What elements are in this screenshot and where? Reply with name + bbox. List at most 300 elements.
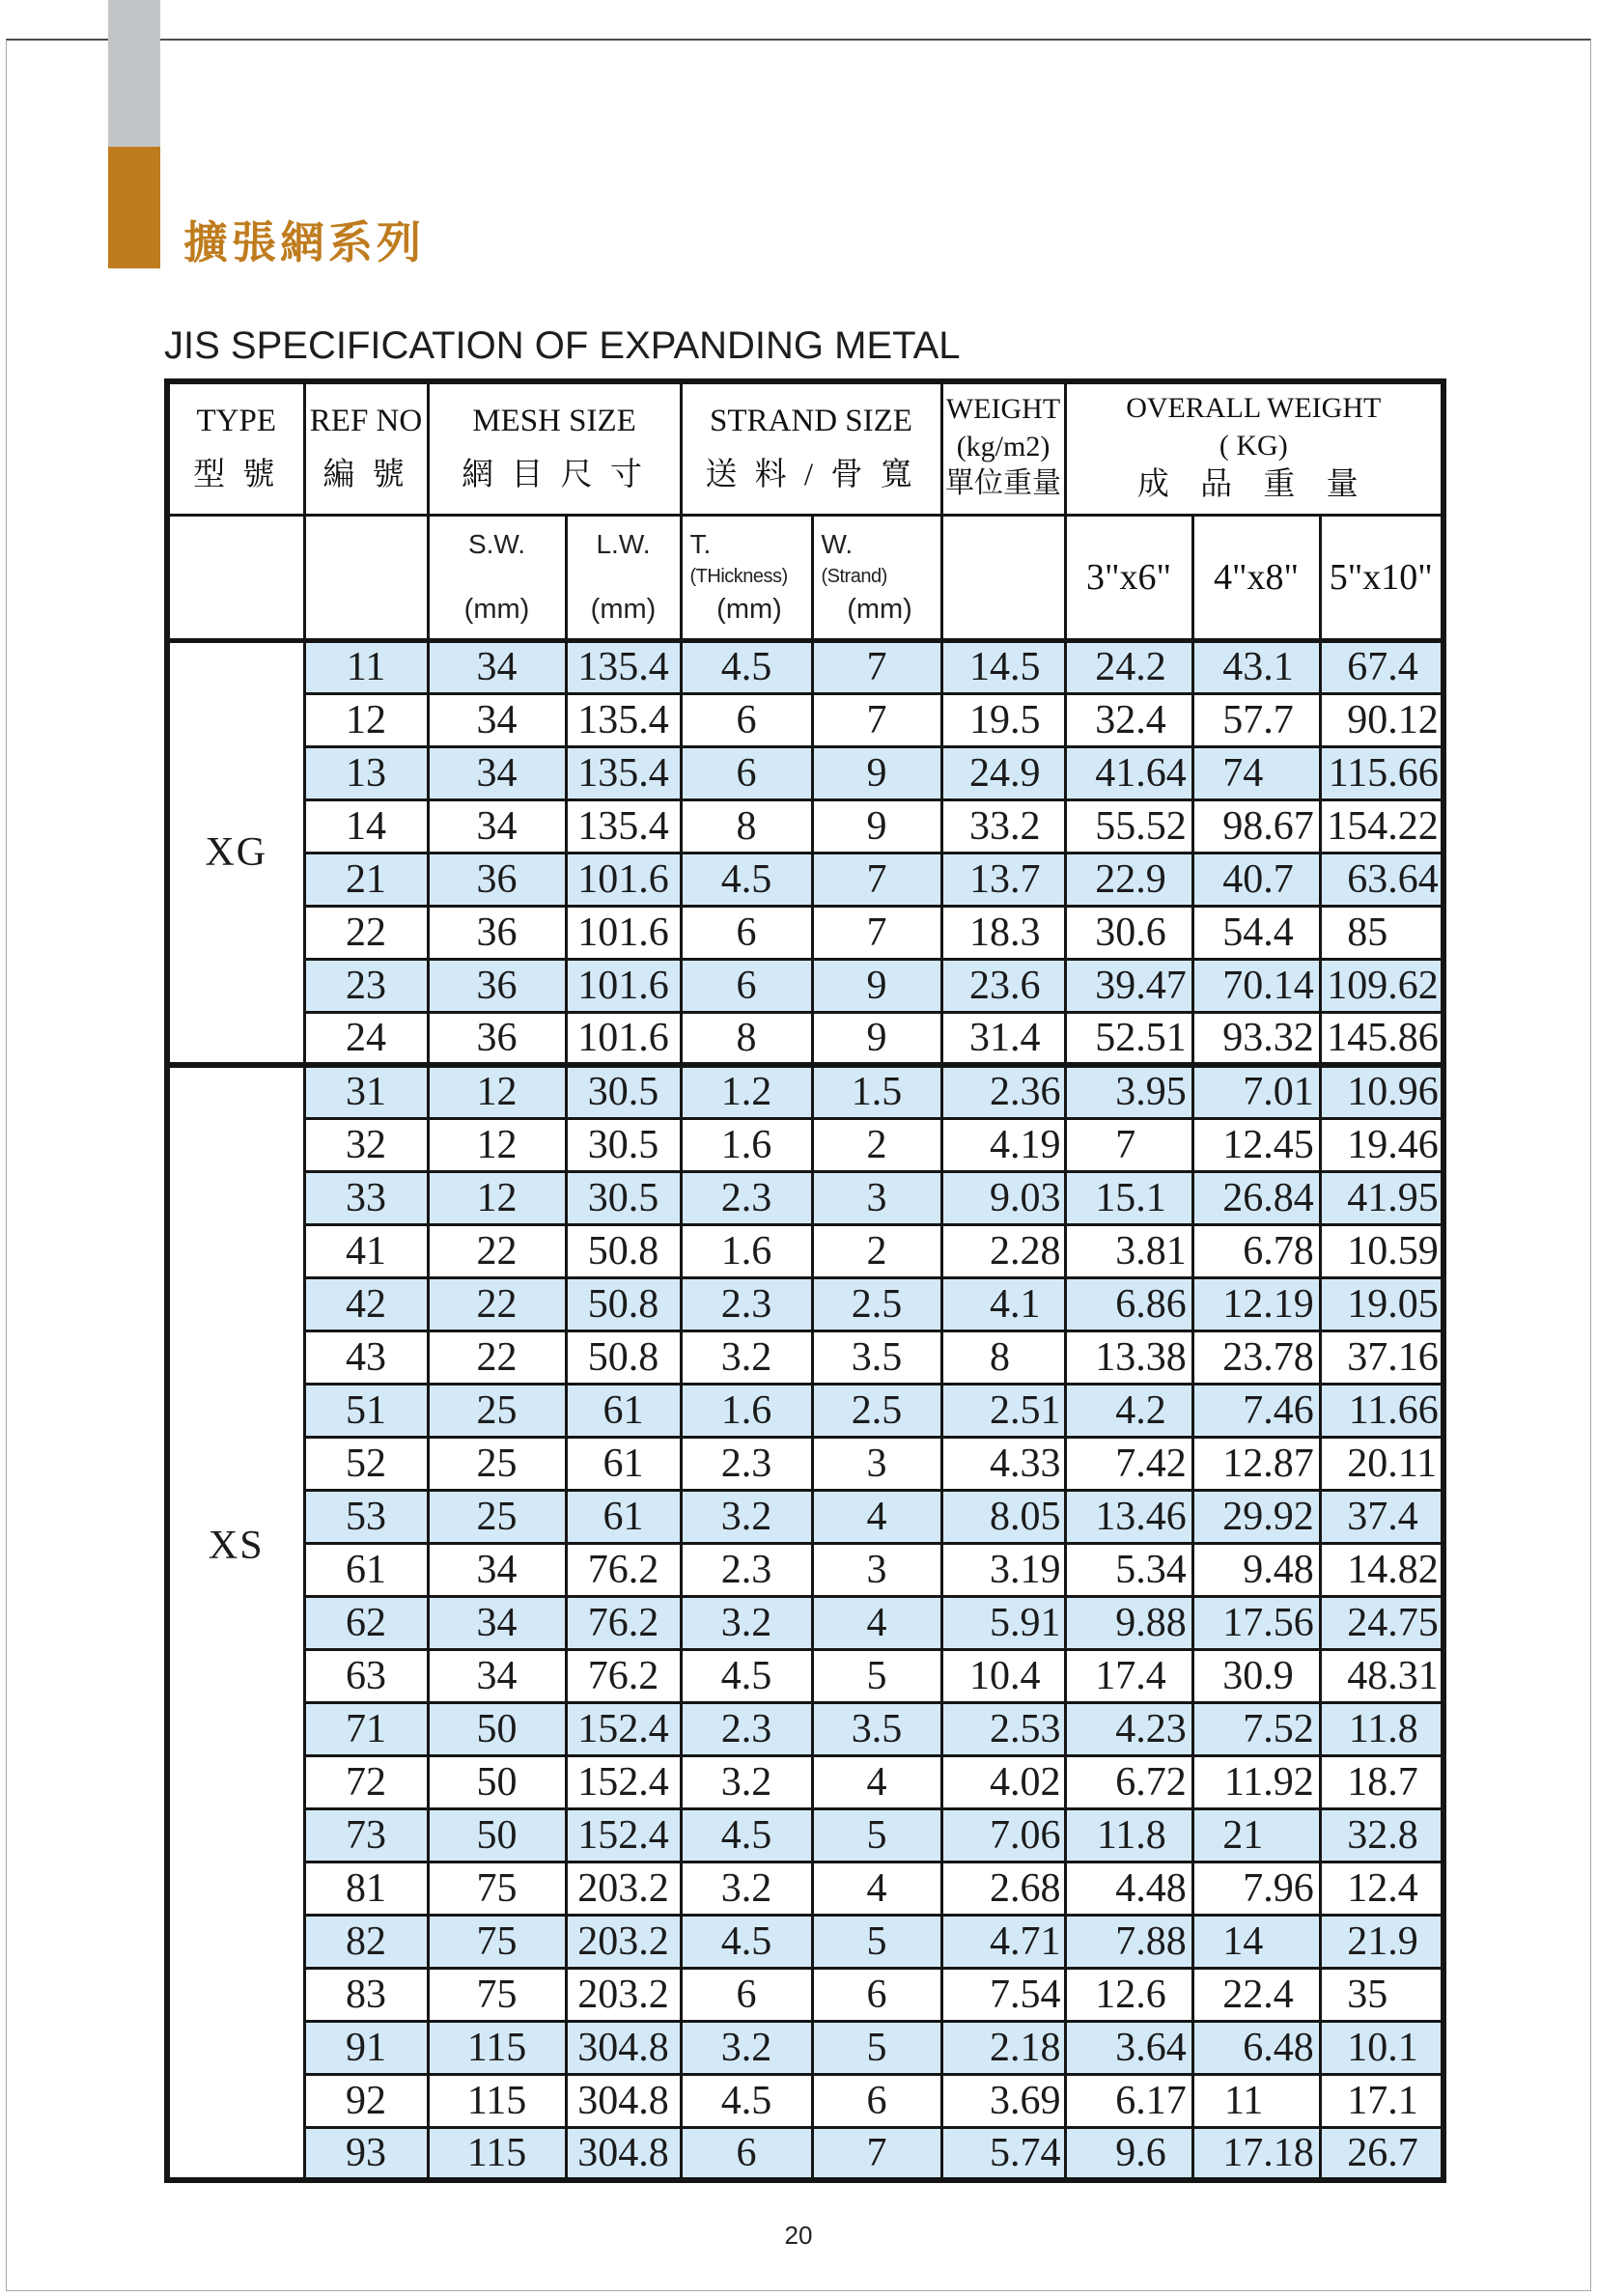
cell-overall-4x8: 93 .32 [1192,1012,1320,1065]
type-cell-XS [167,1065,304,2180]
cell-weight: 8 .05 [941,1490,1065,1543]
cell-sw: 75 [428,1968,566,2021]
cell-ref-no: 43 [304,1330,428,1384]
table-heading: JIS SPECIFICATION OF EXPANDING METAL [164,324,961,367]
cell-weight: 24 .9 [941,746,1065,799]
cell-ref-no: 24 [304,1012,428,1065]
cell-overall-4x8: 14 [1192,1915,1320,1968]
cell-strand: 3 [812,1171,941,1224]
cell-weight: 3 .19 [941,1543,1065,1596]
cell-weight: 31 .4 [941,1012,1065,1065]
cell-lw: 50.8 [566,1330,681,1384]
cell-weight: 33 .2 [941,799,1065,853]
cell-strand: 4 [812,1862,941,1915]
cell-lw: 30.5 [566,1171,681,1224]
col-header-overall-unit: ( KG) [1219,429,1288,462]
cell-strand: 2.5 [812,1277,941,1330]
table-row [167,1384,1443,1437]
cell-sw: 34 [428,746,566,799]
subheader-strand-unit: (mm) [847,593,912,625]
cell-overall-3x6: 6 .17 [1065,2074,1192,2127]
table-row [167,1277,1443,1330]
cell-overall-4x8: 12 .19 [1192,1277,1320,1330]
tab-bar-gray-block [108,0,160,147]
cell-thickness: 3.2 [681,2021,812,2074]
cell-weight: 4 .02 [941,1755,1065,1808]
subheader-thickness-label: T. [689,528,712,559]
cell-strand: 2 [812,1224,941,1277]
cell-overall-3x6: 7 [1065,1118,1192,1171]
cell-lw: 135.4 [566,746,681,799]
cell-overall-4x8: 9 .48 [1192,1543,1320,1596]
cell-sw: 50 [428,1808,566,1862]
cell-overall-5x10: 90 .12 [1320,693,1443,746]
table-row [167,693,1443,746]
cell-lw: 50.8 [566,1277,681,1330]
table-row [167,1012,1443,1065]
cell-sw: 34 [428,1543,566,1596]
table-row [167,1490,1443,1543]
cell-overall-3x6: 15 .1 [1065,1171,1192,1224]
cell-sw: 36 [428,906,566,959]
cell-overall-4x8: 7 .96 [1192,1862,1320,1915]
col-header-type-en: TYPE [196,404,276,439]
cell-overall-5x10: 85 [1320,906,1443,959]
subheader-size-4x8 [1192,515,1320,640]
cell-overall-5x10: 12 .4 [1320,1862,1443,1915]
cell-overall-4x8: 17 .56 [1192,1596,1320,1649]
cell-lw: 76.2 [566,1596,681,1649]
cell-strand: 9 [812,746,941,799]
cell-ref-no: 71 [304,1702,428,1755]
table-row [167,799,1443,853]
cell-overall-3x6: 4 .2 [1065,1384,1192,1437]
cell-lw: 101.6 [566,906,681,959]
col-header-overall-en: OVERALL WEIGHT [1126,392,1382,425]
cell-overall-4x8: 11 [1192,2074,1320,2127]
cell-thickness: 6 [681,693,812,746]
col-header-weight-unit: (kg/m2) [956,430,1051,462]
cell-overall-5x10: 10 .59 [1320,1224,1443,1277]
cell-overall-4x8: 7 .52 [1192,1702,1320,1755]
cell-weight: 2 .68 [941,1862,1065,1915]
cell-sw: 115 [428,2074,566,2127]
cell-sw: 36 [428,959,566,1012]
cell-overall-4x8: 7 .01 [1192,1065,1320,1118]
cell-ref-no: 62 [304,1596,428,1649]
cell-ref-no: 41 [304,1224,428,1277]
cell-weight: 4 .71 [941,1915,1065,1968]
col-header-refno [304,381,428,515]
cell-sw: 50 [428,1755,566,1808]
cell-strand: 4 [812,1490,941,1543]
col-header-strand-cn: 送 料 / 骨 寬 [705,457,917,492]
cell-ref-no: 91 [304,2021,428,2074]
page-title-chinese: 擴張網系列 [183,218,425,267]
table-row [167,1968,1443,2021]
cell-overall-3x6: 7 .88 [1065,1915,1192,1968]
cell-thickness: 1.2 [681,1065,812,1118]
cell-lw: 30.5 [566,1065,681,1118]
cell-overall-5x10: 18 .7 [1320,1755,1443,1808]
table-row [167,1649,1443,1702]
specification-table [164,378,1446,2183]
cell-overall-4x8: 6 .78 [1192,1224,1320,1277]
cell-overall-5x10: 115 .66 [1320,746,1443,799]
subheader-lw-label: L.W. [596,528,651,559]
cell-overall-3x6: 7 .42 [1065,1437,1192,1490]
table-row [167,1065,1443,1118]
cell-overall-4x8: 12 .45 [1192,1118,1320,1171]
cell-thickness: 6 [681,2127,812,2180]
cell-overall-4x8: 22 .4 [1192,1968,1320,2021]
cell-overall-3x6: 6 .86 [1065,1277,1192,1330]
col-header-mesh-size [428,381,681,515]
col-header-mesh-cn: 網 目 尺 寸 [462,457,647,492]
cell-overall-4x8: 43 .1 [1192,640,1320,693]
cell-ref-no: 13 [304,746,428,799]
cell-overall-3x6: 4 .48 [1065,1862,1192,1915]
cell-strand: 7 [812,906,941,959]
cell-thickness: 4.5 [681,1649,812,1702]
cell-overall-3x6: 24 .2 [1065,640,1192,693]
cell-ref-no: 72 [304,1755,428,1808]
col-header-weight [941,381,1065,515]
cell-weight: 2 .51 [941,1384,1065,1437]
subheader-thickness [681,515,812,640]
cell-overall-5x10: 48 .31 [1320,1649,1443,1702]
cell-overall-4x8: 6 .48 [1192,2021,1320,2074]
cell-lw: 61 [566,1490,681,1543]
cell-thickness: 8 [681,799,812,853]
cell-overall-4x8: 7 .46 [1192,1384,1320,1437]
subheader-lw-unit: (mm) [590,593,657,625]
cell-weight: 7 .06 [941,1808,1065,1862]
subheader-strand-label: W. [821,528,854,559]
cell-overall-5x10: 35 [1320,1968,1443,2021]
cell-sw: 12 [428,1065,566,1118]
cell-thickness: 3.2 [681,1490,812,1543]
cell-lw: 101.6 [566,853,681,906]
cell-strand: 7 [812,693,941,746]
cell-sw: 22 [428,1224,566,1277]
cell-thickness: 2.3 [681,1543,812,1596]
subheader-size-3x6 [1065,515,1192,640]
cell-overall-3x6: 17 .4 [1065,1649,1192,1702]
col-header-strand-en: STRAND SIZE [710,404,912,439]
subheader-strand [812,515,941,640]
cell-sw: 34 [428,640,566,693]
cell-weight: 9 .03 [941,1171,1065,1224]
cell-thickness: 3.2 [681,1862,812,1915]
cell-lw: 152.4 [566,1755,681,1808]
cell-overall-5x10: 11 .8 [1320,1702,1443,1755]
cell-strand: 5 [812,1649,941,1702]
col-header-strand-size [681,381,941,515]
cell-ref-no: 12 [304,693,428,746]
cell-thickness: 2.3 [681,1171,812,1224]
col-header-type-cn: 型 號 [193,457,280,492]
subheader-sw-label: S.W. [467,528,526,559]
cell-sw: 12 [428,1171,566,1224]
cell-thickness: 2.3 [681,1702,812,1755]
cell-strand: 7 [812,640,941,693]
table-row [167,1755,1443,1808]
cell-strand: 6 [812,2074,941,2127]
cell-weight: 5 .91 [941,1596,1065,1649]
cell-overall-5x10: 21 .9 [1320,1915,1443,1968]
cell-thickness: 4.5 [681,1915,812,1968]
cell-ref-no: 14 [304,799,428,853]
col-header-mesh-en: MESH SIZE [472,404,636,439]
cell-overall-4x8: 11 .92 [1192,1755,1320,1808]
cell-ref-no: 73 [304,1808,428,1862]
cell-lw: 203.2 [566,1915,681,1968]
cell-thickness: 4.5 [681,853,812,906]
cell-sw: 34 [428,1596,566,1649]
cell-overall-5x10: 17 .1 [1320,2074,1443,2127]
cell-overall-5x10: 11 .66 [1320,1384,1443,1437]
cell-overall-4x8: 30 .9 [1192,1649,1320,1702]
size-5x10-label: 5"x10" [1329,556,1433,598]
cell-strand: 4 [812,1596,941,1649]
cell-lw: 304.8 [566,2127,681,2180]
cell-lw: 101.6 [566,959,681,1012]
page-number: 20 [784,2221,813,2250]
cell-overall-3x6: 13 .46 [1065,1490,1192,1543]
cell-overall-3x6: 32 .4 [1065,693,1192,746]
cell-thickness: 4.5 [681,2074,812,2127]
col-header-refno-cn: 編 號 [322,457,409,492]
cell-weight: 2 .36 [941,1065,1065,1118]
cell-overall-5x10: 26 .7 [1320,2127,1443,2180]
cell-overall-3x6: 30 .6 [1065,906,1192,959]
cell-sw: 34 [428,693,566,746]
cell-ref-no: 82 [304,1915,428,1968]
cell-overall-4x8: 17 .18 [1192,2127,1320,2180]
cell-sw: 22 [428,1330,566,1384]
cell-thickness: 3.2 [681,1596,812,1649]
cell-ref-no: 23 [304,959,428,1012]
cell-strand: 1.5 [812,1065,941,1118]
cell-sw: 115 [428,2127,566,2180]
cell-overall-4x8: 26 .84 [1192,1171,1320,1224]
cell-weight: 5 .74 [941,2127,1065,2180]
cell-overall-4x8: 21 [1192,1808,1320,1862]
cell-overall-5x10: 32 .8 [1320,1808,1443,1862]
cell-overall-5x10: 10 .1 [1320,2021,1443,2074]
cell-lw: 30.5 [566,1118,681,1171]
cell-strand: 5 [812,2021,941,2074]
cell-overall-5x10: 19 .46 [1320,1118,1443,1171]
cell-thickness: 4.5 [681,640,812,693]
cell-overall-5x10: 37 .4 [1320,1490,1443,1543]
cell-ref-no: 22 [304,906,428,959]
corner-tab-bar [108,0,160,268]
table-row [167,640,1443,693]
table-row [167,1543,1443,1596]
cell-overall-3x6: 5 .34 [1065,1543,1192,1596]
section-XG [167,640,1443,1065]
cell-weight: 4 .33 [941,1437,1065,1490]
header-row-2 [167,515,1443,640]
cell-overall-5x10: 109 .62 [1320,959,1443,1012]
cell-strand: 9 [812,1012,941,1065]
cell-lw: 61 [566,1437,681,1490]
header-empty-weight [941,515,1065,640]
table-row [167,1330,1443,1384]
cell-sw: 36 [428,853,566,906]
table-row [167,1118,1443,1171]
cell-overall-5x10: 37 .16 [1320,1330,1443,1384]
table-row [167,2074,1443,2127]
cell-overall-5x10: 24 .75 [1320,1596,1443,1649]
cell-sw: 75 [428,1915,566,1968]
cell-ref-no: 81 [304,1862,428,1915]
cell-thickness: 6 [681,1968,812,2021]
subheader-thickness-note: (THickness) [689,565,788,587]
cell-weight: 14 .5 [941,640,1065,693]
cell-weight: 23 .6 [941,959,1065,1012]
table-row [167,1437,1443,1490]
cell-strand: 3.5 [812,1702,941,1755]
cell-overall-3x6: 3 .95 [1065,1065,1192,1118]
cell-overall-3x6: 3 .81 [1065,1224,1192,1277]
cell-thickness: 6 [681,746,812,799]
cell-thickness: 6 [681,906,812,959]
section-XS [167,1065,1443,2180]
cell-lw: 203.2 [566,1862,681,1915]
cell-sw: 36 [428,1012,566,1065]
table-row [167,1702,1443,1755]
cell-sw: 34 [428,799,566,853]
cell-overall-3x6: 4 .23 [1065,1702,1192,1755]
cell-lw: 50.8 [566,1224,681,1277]
cell-weight: 7 .54 [941,1968,1065,2021]
cell-overall-5x10: 41 .95 [1320,1171,1443,1224]
cell-strand: 5 [812,1915,941,1968]
subheader-strand-note: (Strand) [821,565,887,587]
cell-lw: 61 [566,1384,681,1437]
cell-sw: 25 [428,1437,566,1490]
cell-strand: 3 [812,1437,941,1490]
cell-overall-4x8: 74 [1192,746,1320,799]
cell-overall-3x6: 9 .6 [1065,2127,1192,2180]
table-row [167,1596,1443,1649]
cell-lw: 135.4 [566,799,681,853]
col-header-refno-en: REF NO [309,404,423,439]
cell-overall-3x6: 11 .8 [1065,1808,1192,1862]
cell-weight: 2 .18 [941,2021,1065,2074]
cell-thickness: 2.3 [681,1277,812,1330]
cell-overall-3x6: 52 .51 [1065,1012,1192,1065]
cell-ref-no: 93 [304,2127,428,2180]
cell-overall-3x6: 13 .38 [1065,1330,1192,1384]
table-row [167,746,1443,799]
cell-sw: 50 [428,1702,566,1755]
cell-lw: 76.2 [566,1649,681,1702]
cell-overall-3x6: 12 .6 [1065,1968,1192,2021]
cell-overall-4x8: 12 .87 [1192,1437,1320,1490]
cell-sw: 25 [428,1384,566,1437]
cell-strand: 9 [812,959,941,1012]
table-row [167,1915,1443,1968]
cell-ref-no: 21 [304,853,428,906]
cell-weight: 10 .4 [941,1649,1065,1702]
cell-weight: 13 .7 [941,853,1065,906]
cell-overall-4x8: 57 .7 [1192,693,1320,746]
table-row [167,1224,1443,1277]
cell-overall-3x6: 55 .52 [1065,799,1192,853]
cell-ref-no: 11 [304,640,428,693]
cell-strand: 3.5 [812,1330,941,1384]
col-header-weight-cn: 單位重量 [945,467,1062,499]
cell-overall-3x6: 3 .64 [1065,2021,1192,2074]
cell-lw: 203.2 [566,1968,681,2021]
subheader-size-5x10 [1320,515,1443,640]
size-4x8-label: 4"x8" [1214,556,1300,598]
cell-ref-no: 53 [304,1490,428,1543]
cell-lw: 152.4 [566,1702,681,1755]
subheader-lw [566,515,681,640]
table-row [167,1808,1443,1862]
cell-lw: 101.6 [566,1012,681,1065]
cell-weight: 2 .28 [941,1224,1065,1277]
type-label: XG [205,829,268,875]
cell-weight: 3 .69 [941,2074,1065,2127]
cell-overall-3x6: 39 .47 [1065,959,1192,1012]
cell-overall-5x10: 145 .86 [1320,1012,1443,1065]
subheader-thickness-unit: (mm) [716,593,782,625]
type-cell-XG [167,640,304,1065]
cell-weight: 4 .19 [941,1118,1065,1171]
table-row [167,2021,1443,2074]
size-3x6-label: 3"x6" [1086,556,1172,598]
cell-thickness: 2.3 [681,1437,812,1490]
cell-overall-4x8: 98 .67 [1192,799,1320,853]
cell-weight: 19 .5 [941,693,1065,746]
cell-thickness: 3.2 [681,1755,812,1808]
cell-ref-no: 42 [304,1277,428,1330]
cell-strand: 9 [812,799,941,853]
cell-ref-no: 32 [304,1118,428,1171]
table-row [167,1171,1443,1224]
cell-ref-no: 92 [304,2074,428,2127]
cell-ref-no: 31 [304,1065,428,1118]
cell-ref-no: 63 [304,1649,428,1702]
cell-strand: 7 [812,853,941,906]
cell-sw: 75 [428,1862,566,1915]
cell-sw: 25 [428,1490,566,1543]
type-label: XS [208,1523,265,1568]
cell-ref-no: 33 [304,1171,428,1224]
cell-thickness: 1.6 [681,1224,812,1277]
subheader-sw-unit: (mm) [463,593,530,625]
cell-strand: 2 [812,1118,941,1171]
cell-thickness: 3.2 [681,1330,812,1384]
cell-strand: 5 [812,1808,941,1862]
cell-overall-5x10: 14 .82 [1320,1543,1443,1596]
table-row [167,853,1443,906]
cell-overall-3x6: 22 .9 [1065,853,1192,906]
cell-lw: 135.4 [566,693,681,746]
cell-overall-3x6: 9 .88 [1065,1596,1192,1649]
cell-strand: 3 [812,1543,941,1596]
cell-ref-no: 52 [304,1437,428,1490]
cell-weight: 8 [941,1330,1065,1384]
cell-ref-no: 83 [304,1968,428,2021]
table-row [167,906,1443,959]
